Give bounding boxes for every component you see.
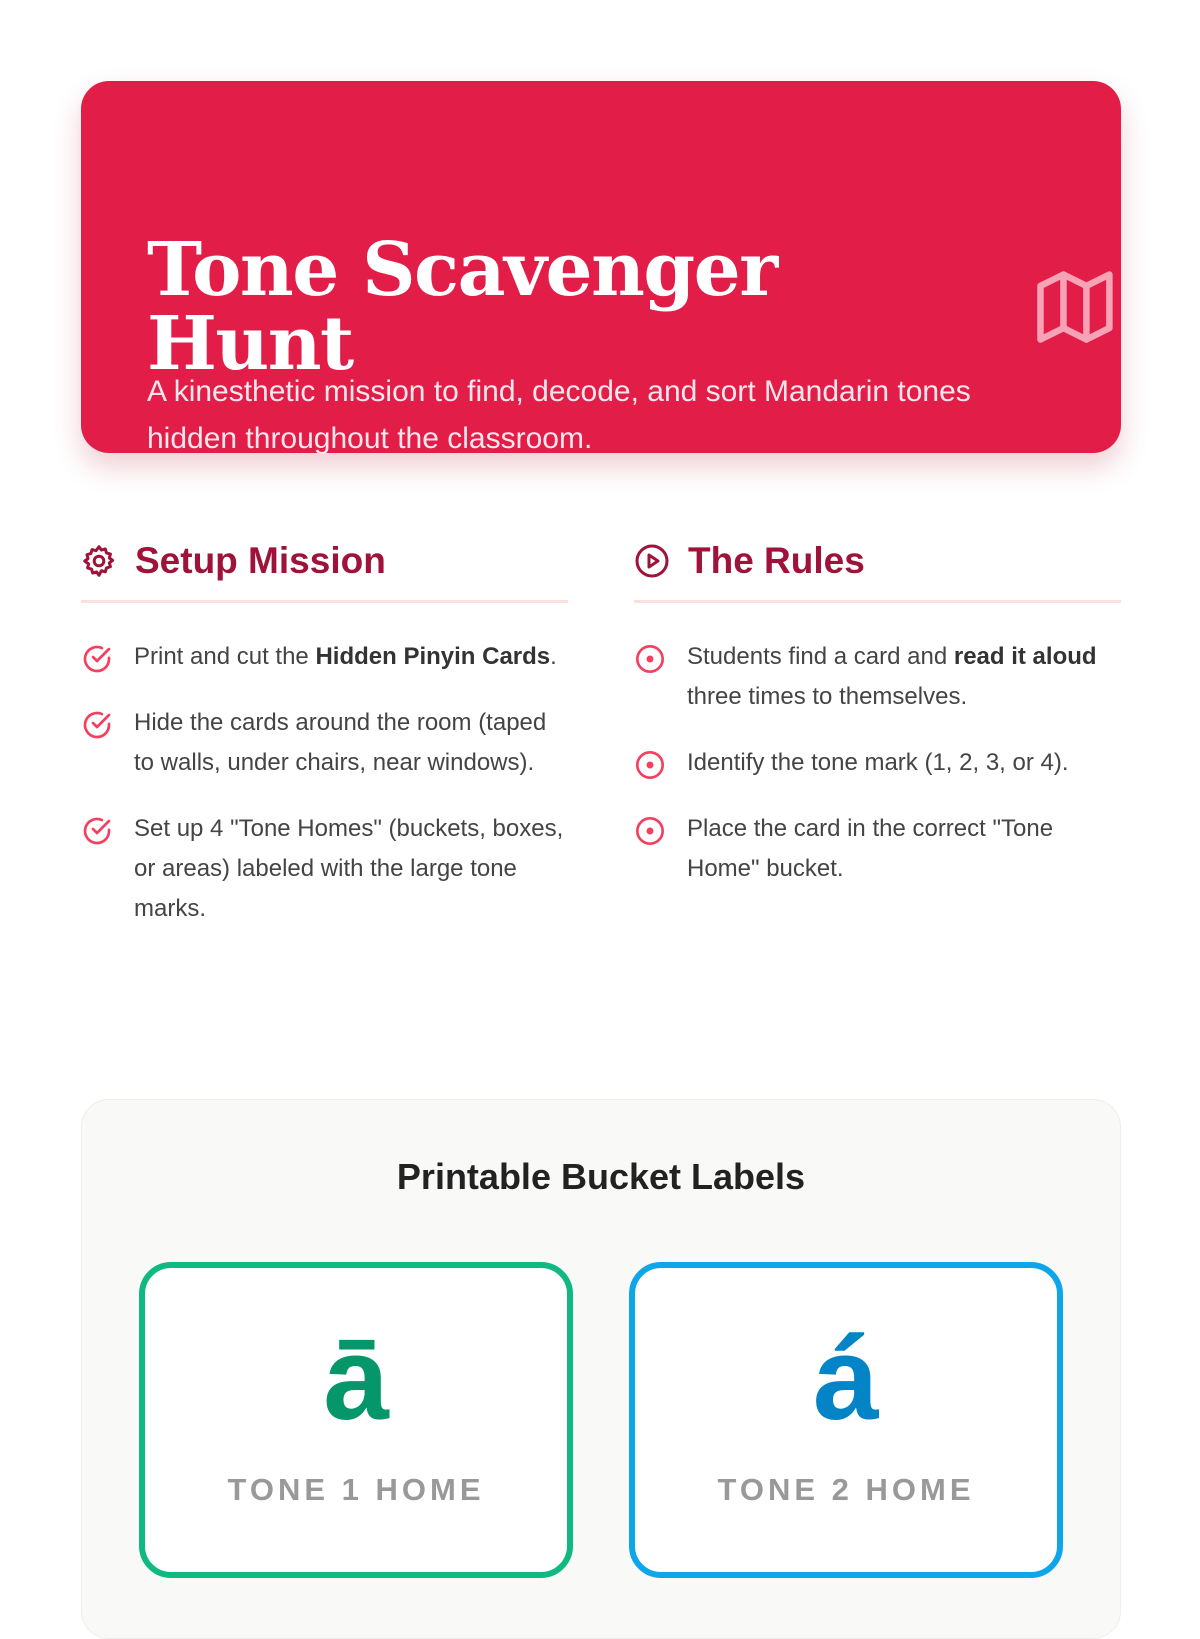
hero-title-row [147,227,1121,387]
setup-list [81,637,568,929]
target-dot-icon [634,749,666,781]
rules-title: The Rules [688,540,865,581]
setup-mission-title: Setup Mission [135,540,386,581]
list-item [81,637,568,677]
list-item-text: Print and cut the Hidden Pinyin Cards. [134,643,557,670]
play-circle-icon [634,543,670,579]
map-icon [1029,261,1121,353]
bucket-labels-title: Printable Bucket Labels [396,1156,806,1197]
list-item-text: Place the card in the correct "Tone Home" bucket. [687,815,1054,882]
target-dot-icon [634,815,666,847]
page-title: Tone Scavenger Hunt [147,227,777,387]
check-circle-icon [81,709,113,741]
list-item [634,637,1121,717]
hero-banner [81,81,1121,453]
gear-icon [81,543,117,579]
bucket-labels-panel [81,1099,1121,1639]
tone-1-label-card [139,1262,573,1578]
list-item-text: Set up 4 "Tone Homes" (buckets, boxes, or areas) labeled with the large tone marks. [134,815,564,922]
rules-section [634,530,1121,915]
target-dot-icon [634,643,666,675]
rules-header [634,530,1121,603]
tone-1-mark: ā [323,1313,389,1445]
list-item [81,809,568,929]
check-circle-icon [81,643,113,675]
tone-2-label-card [629,1262,1063,1578]
hero-subtitle: A kinesthetic mission to find, decode, and sort Mandarin tones hidden throughout the classroom. [147,375,971,455]
list-item [81,703,568,783]
tone-1-caption: TONE 1 HOME [227,1472,485,1507]
tone-2-mark: á [813,1313,879,1445]
list-item-text: Students find a card and read it aloud three times to themselves. [687,643,1097,710]
list-item [634,743,1121,783]
check-circle-icon [81,815,113,847]
tone-2-caption: TONE 2 HOME [717,1472,975,1507]
setup-mission-section [81,530,568,955]
list-item-text: Identify the tone mark (1, 2, 3, or 4). [687,749,1069,776]
setup-mission-header [81,530,568,603]
list-item [634,809,1121,889]
list-item-text: Hide the cards around the room (taped to walls, under chairs, near windows). [134,709,547,776]
rules-list [634,637,1121,889]
